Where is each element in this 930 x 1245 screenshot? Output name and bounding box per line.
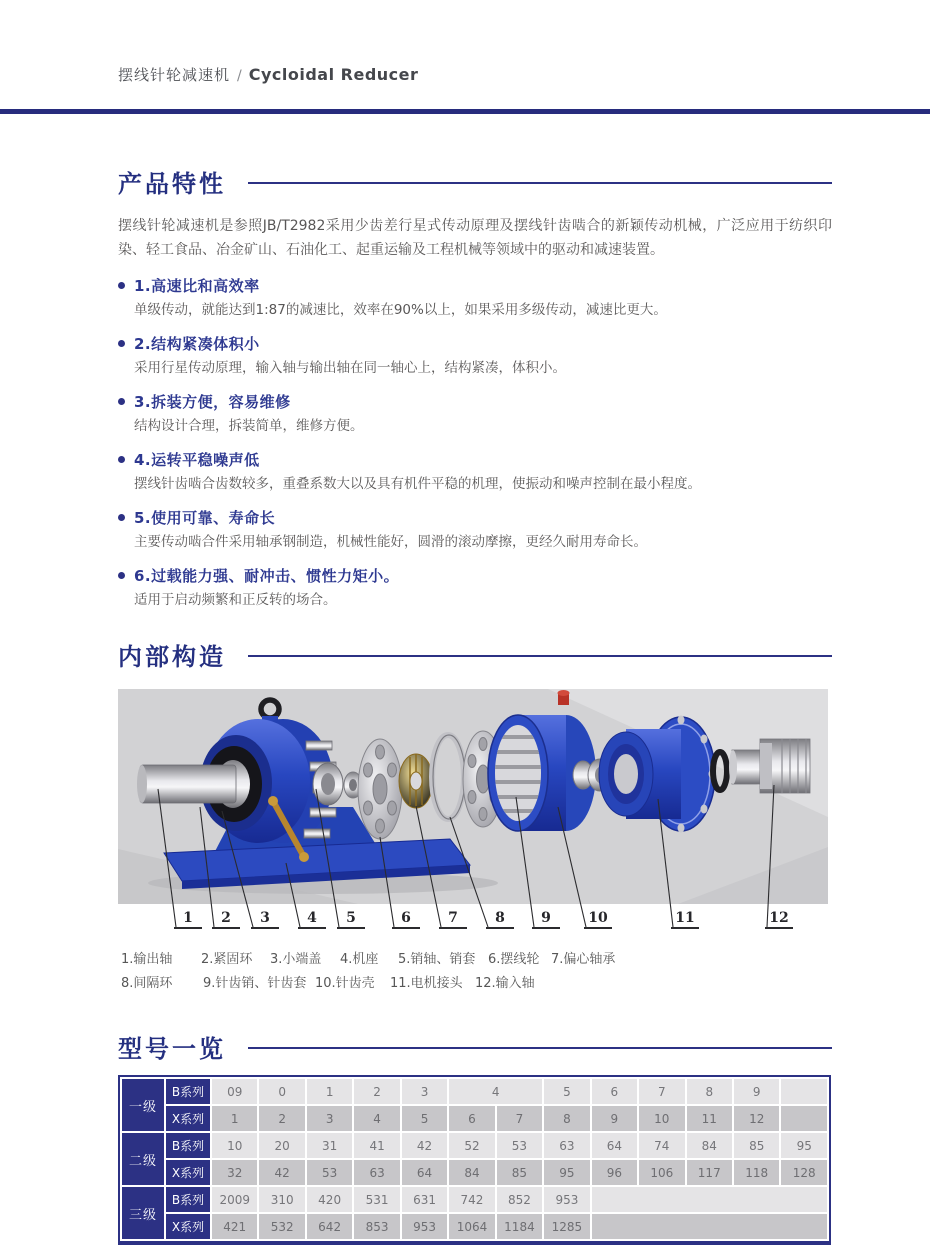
part-number-label: 5 <box>337 910 365 929</box>
feature-item <box>118 391 832 436</box>
model-cell: 531 <box>354 1187 399 1212</box>
section-title-line <box>248 1047 832 1049</box>
part-number-label: 10 <box>584 910 612 929</box>
model-cell: 20 <box>259 1133 304 1158</box>
section-title-structure: 内部构造 <box>118 643 226 671</box>
model-cell: 1064 <box>449 1214 494 1239</box>
model-cell: 64 <box>592 1133 637 1158</box>
model-cell <box>592 1187 827 1212</box>
stage-header-cell: 一级 <box>122 1079 164 1131</box>
series-header-cell: X系列 <box>166 1214 210 1239</box>
series-header-cell: X系列 <box>166 1160 210 1185</box>
model-cell: 421 <box>212 1214 257 1239</box>
part-number-label: 12 <box>765 910 793 929</box>
legend-item: 10.针齿壳 <box>315 976 375 991</box>
model-cell: 128 <box>781 1160 827 1185</box>
table-row <box>122 1079 827 1104</box>
feature-title: 1.高速比和高效率 <box>134 277 260 295</box>
doc-title-zh: 摆线针轮减速机 <box>118 66 231 84</box>
feature-body: 采用行星传动原理，输入轴与输出轴在同一轴心上，结构紧凑，体积小。 <box>134 360 566 376</box>
features-intro: 摆线针轮减速机是参照JB/T2982采用少齿差行星式传动原理及摆线针齿啮合的新颖传动机械，广泛应用于纺织印染、轻工食品、冶金矿山、石油化工、起重运输及工程机械等领域中的驱动和减速装置。 <box>118 218 832 258</box>
model-cell: 7 <box>639 1079 684 1104</box>
model-cell: 6 <box>449 1106 494 1131</box>
model-cell: 4 <box>449 1079 542 1104</box>
table-row <box>122 1160 827 1185</box>
model-table-body <box>122 1079 827 1239</box>
model-cell: 5 <box>544 1079 589 1104</box>
model-cell: 31 <box>307 1133 352 1158</box>
model-cell <box>781 1079 827 1104</box>
part-number-label: 1 <box>174 910 202 929</box>
feature-body: 适用于启动频繁和正反转的场合。 <box>134 592 337 608</box>
feature-body: 结构设计合理，拆装简单，维修方便。 <box>134 418 364 434</box>
model-cell: 0 <box>259 1079 304 1104</box>
model-cell: 5 <box>402 1106 447 1131</box>
model-cell: 12 <box>734 1106 779 1131</box>
section-internal-structure <box>118 637 832 994</box>
doc-title-en: Cycloidal Reducer <box>248 65 419 84</box>
model-cell: 420 <box>307 1187 352 1212</box>
legend-item: 3.小端盖 <box>270 952 322 967</box>
model-cell: 09 <box>212 1079 257 1104</box>
part-number-label: 8 <box>486 910 514 929</box>
model-cell: 118 <box>734 1160 779 1185</box>
model-cell: 11 <box>687 1106 732 1131</box>
part-number-label: 4 <box>298 910 326 929</box>
model-cell: 85 <box>497 1160 542 1185</box>
model-cell: 42 <box>402 1133 447 1158</box>
bullet-dot-icon <box>118 282 125 289</box>
model-cell: 631 <box>402 1187 447 1212</box>
model-cell: 52 <box>449 1133 494 1158</box>
section-head-models <box>118 1029 832 1064</box>
model-cell: 85 <box>734 1133 779 1158</box>
model-cell: 41 <box>354 1133 399 1158</box>
model-cell: 9 <box>734 1079 779 1104</box>
table-row <box>122 1214 827 1239</box>
parts-legend <box>118 948 832 994</box>
table-row <box>122 1187 827 1212</box>
model-cell: 84 <box>449 1160 494 1185</box>
feature-item <box>118 333 832 378</box>
stage-header-cell: 三级 <box>122 1187 164 1239</box>
model-cell: 10 <box>212 1133 257 1158</box>
model-cell: 953 <box>544 1187 589 1212</box>
model-cell: 106 <box>639 1160 684 1185</box>
series-header-cell: B系列 <box>166 1079 210 1104</box>
model-cell: 53 <box>497 1133 542 1158</box>
section-head-structure <box>118 637 832 672</box>
model-cell: 10 <box>639 1106 684 1131</box>
feature-title: 5.使用可靠、寿命长 <box>134 509 276 527</box>
doc-title-separator: / <box>237 68 242 84</box>
model-cell: 1 <box>307 1079 352 1104</box>
section-model-list <box>118 1029 832 1245</box>
legend-item: 5.销轴、销套 <box>398 952 476 967</box>
feature-title: 3.拆装方便，容易维修 <box>134 393 291 411</box>
feature-title: 6.过载能力强、耐冲击、惯性力矩小。 <box>134 567 400 585</box>
feature-body: 摆线针齿啮合齿数较多，重叠系数大以及具有机件平稳的机理，使振动和噪声控制在最小程度。 <box>134 476 701 492</box>
model-cell: 953 <box>402 1214 447 1239</box>
feature-item <box>118 449 832 494</box>
model-cell: 7 <box>497 1106 542 1131</box>
model-cell: 3 <box>307 1106 352 1131</box>
legend-item: 11.电机接头 <box>390 976 463 991</box>
bullet-dot-icon <box>118 398 125 405</box>
model-cell: 95 <box>781 1133 827 1158</box>
section-title-features: 产品特性 <box>118 170 226 198</box>
legend-item: 6.摆线轮 <box>488 952 540 967</box>
model-cell: 63 <box>544 1133 589 1158</box>
model-cell: 74 <box>639 1133 684 1158</box>
doc-header <box>118 64 418 85</box>
bullet-dot-icon <box>118 456 125 463</box>
model-cell: 8 <box>544 1106 589 1131</box>
model-cell: 1285 <box>544 1214 589 1239</box>
legend-item: 1.输出轴 <box>121 952 173 967</box>
model-cell: 63 <box>354 1160 399 1185</box>
feature-item <box>118 507 832 552</box>
part-number-label: 9 <box>532 910 560 929</box>
model-cell: 53 <box>307 1160 352 1185</box>
model-cell: 84 <box>687 1133 732 1158</box>
model-cell: 1184 <box>497 1214 542 1239</box>
model-cell: 2 <box>354 1079 399 1104</box>
output-shaft <box>137 765 236 803</box>
legend-item: 7.偏心轴承 <box>551 952 616 967</box>
section-title-line <box>248 655 832 657</box>
model-cell: 642 <box>307 1214 352 1239</box>
section-title-line <box>248 182 832 184</box>
model-cell: 1 <box>212 1106 257 1131</box>
stage-header-cell: 二级 <box>122 1133 164 1185</box>
feature-body: 单级传动，就能达到1:87的减速比，效率在90%以上，如果采用多级传动，减速比更大。 <box>134 302 667 318</box>
feature-item <box>118 275 832 320</box>
part-number-label: 3 <box>251 910 279 929</box>
model-cell: 9 <box>592 1106 637 1131</box>
model-cell: 742 <box>449 1187 494 1212</box>
reducer-exploded-illustration <box>118 689 828 936</box>
eccentric-bearing <box>399 754 433 808</box>
series-header-cell: X系列 <box>166 1106 210 1131</box>
legend-item: 2.紧固环 <box>201 952 253 967</box>
model-cell: 853 <box>354 1214 399 1239</box>
model-cell: 3 <box>402 1079 447 1104</box>
top-rule-divider <box>0 109 930 114</box>
page-content <box>118 148 832 1245</box>
legend-item: 4.机座 <box>340 952 379 967</box>
model-cell: 310 <box>259 1187 304 1212</box>
model-cell: 6 <box>592 1079 637 1104</box>
bullet-dot-icon <box>118 340 125 347</box>
legend-item: 9.针齿销、针齿套 <box>203 976 307 991</box>
model-cell: 8 <box>687 1079 732 1104</box>
model-cell: 532 <box>259 1214 304 1239</box>
model-cell: 2009 <box>212 1187 257 1212</box>
section-head-features <box>118 164 832 199</box>
legend-item: 8.间隔环 <box>121 976 173 991</box>
bullet-dot-icon <box>118 572 125 579</box>
feature-title: 2.结构紧凑体积小 <box>134 335 260 353</box>
model-cell <box>592 1214 827 1239</box>
model-cell: 852 <box>497 1187 542 1212</box>
model-cell: 2 <box>259 1106 304 1131</box>
feature-body: 主要传动啮合件采用轴承钢制造，机械性能好，圆滑的滚动摩擦，更经久耐用寿命长。 <box>134 534 647 550</box>
model-cell: 95 <box>544 1160 589 1185</box>
feature-list <box>118 275 832 610</box>
model-cell <box>781 1106 827 1131</box>
bullet-dot-icon <box>118 514 125 521</box>
model-cell: 32 <box>212 1160 257 1185</box>
part-number-label: 6 <box>392 910 420 929</box>
feature-title: 4.运转平稳噪声低 <box>134 451 260 469</box>
section-title-models: 型号一览 <box>118 1035 226 1063</box>
feature-item <box>118 565 832 610</box>
part-number-label: 7 <box>439 910 467 929</box>
part-number-label: 2 <box>212 910 240 929</box>
model-cell: 42 <box>259 1160 304 1185</box>
model-cell: 117 <box>687 1160 732 1185</box>
legend-item: 12.输入轴 <box>475 976 535 991</box>
model-cell: 4 <box>354 1106 399 1131</box>
series-header-cell: B系列 <box>166 1133 210 1158</box>
table-row <box>122 1106 827 1131</box>
section-product-features <box>118 164 832 610</box>
series-header-cell: B系列 <box>166 1187 210 1212</box>
model-table-wrap <box>118 1075 831 1245</box>
model-cell: 96 <box>592 1160 637 1185</box>
exploded-view-diagram <box>118 689 828 936</box>
cycloid-disc-1 <box>358 739 402 839</box>
model-cell: 64 <box>402 1160 447 1185</box>
model-table <box>120 1077 829 1241</box>
table-row <box>122 1133 827 1158</box>
part-number-label: 11 <box>671 910 699 929</box>
